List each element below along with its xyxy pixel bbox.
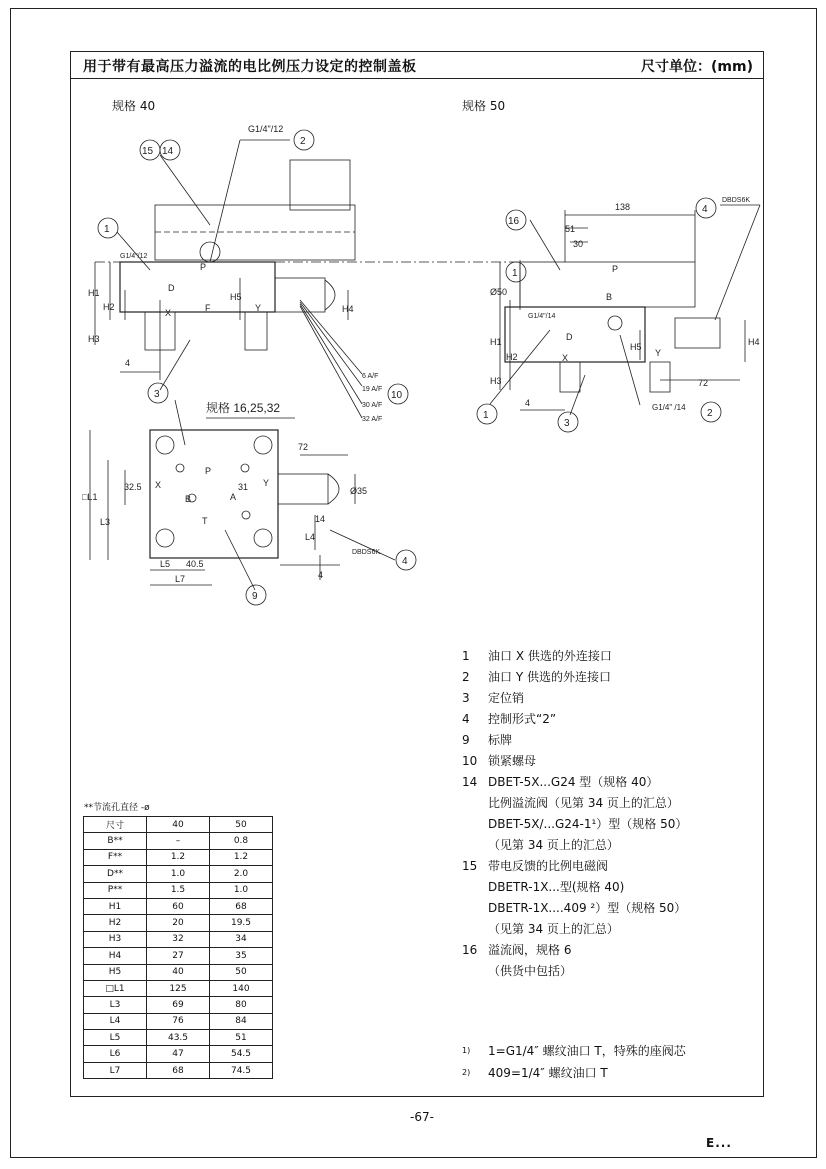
unit-label: 尺寸单位：(mm) [641,59,753,75]
dim-l5-plan: L5 [160,559,171,569]
bolt-hole-bl [156,529,174,547]
g-thread-v-40: G1/4"/12 [120,253,148,260]
plate-plan: DBDS6K [352,549,381,556]
size-40-label: 规格 40 [112,99,156,113]
port-a-plan: A [230,492,237,502]
port-p-40: P [200,262,207,272]
drawing-plan [82,400,395,590]
port-b-plan: B [185,494,192,504]
table-row: L6 47 54.5 [84,1046,273,1062]
dim-h5-50: H5 [630,342,642,352]
dim-l4-plan: L4 [305,532,316,542]
callout-14: 14 [162,146,174,157]
dim-72-plan: 72 [298,442,309,452]
table-row: L5 43.5 51 [84,1030,273,1046]
table-row: P** 1.5 1.0 [84,882,273,898]
bolt-hole-tl [156,436,174,454]
callout-9: 9 [252,591,258,602]
legend-row: 9 标牌 [462,733,513,747]
callout-1-b: 1 [512,268,518,279]
dim-h1-50: H1 [490,337,502,347]
drawing-size-40 [88,124,520,423]
callout-2-a: 2 [300,136,306,147]
legend-row: 14 DBET-5X...G24 型（规格 40） [462,775,659,789]
table-header-row: 尺寸 40 50 [84,817,273,833]
panel-title: 用于带有最高压力溢流的电比例压力设定的控制盖板 [83,59,417,75]
dim-h2-50: H2 [506,352,518,362]
g-thread-50: G1/4" /14 [652,403,686,412]
port-b-50: B [606,292,613,302]
dim-51-50: 51 [565,224,576,234]
dim-405-plan: 40.5 [186,559,204,569]
legend-row: DBETR-1X...型(规格 40) [488,880,625,894]
stub-50 [650,362,670,392]
table-row: H5 40 50 [84,964,273,980]
dimension-table [83,816,273,1079]
legend-row: DBET-5X/...G24-1¹）型（规格 50） [488,817,688,831]
port-y-50: Y [655,348,662,358]
port-p-plan: P [205,466,212,476]
legend-row: 3 定位销 [462,691,525,705]
dim-35-plan: Ø35 [350,486,368,496]
size-50-label: 规格 50 [462,99,506,113]
cover-plate-50 [505,307,645,362]
page-number: -67- [410,1110,434,1124]
footnote-row: 2) 409=1/4″ 螺纹油口 T [462,1066,608,1080]
adjuster-50 [675,318,720,348]
table-row: L4 76 84 [84,1013,273,1029]
callout-1-a: 1 [104,224,110,235]
dim-31-plan: 31 [238,482,249,492]
dim-h2-40: H2 [103,302,115,312]
table-row: D** 1.0 2.0 [84,866,273,882]
dim-14-plan: 14 [315,514,326,524]
footnotes [462,1040,686,1084]
table-row: H2 20 19.5 [84,915,273,931]
port-circle-50 [608,316,622,330]
legend-row: 比例溢流阀（见第 34 页上的汇总） [488,796,679,810]
bolt-hole-tr [254,436,272,454]
dim-h3-50: H3 [490,376,502,386]
af-32: 32 A/F [362,416,383,423]
port-x-50: X [562,353,569,363]
legend-row: DBETR-1X....409 ²）型（规格 50） [488,901,687,915]
dim-4-plan: 4 [318,570,324,580]
port-p-circle [176,464,184,472]
dim-72-50: 72 [698,378,709,388]
table-row: L7 68 74.5 [84,1062,273,1078]
table-row: H1 60 68 [84,898,273,914]
legend-row: （见第 34 页上的汇总） [488,838,619,852]
cover-plan [150,430,278,558]
callout-16: 16 [508,216,520,227]
port-y-plan: Y [263,478,270,488]
table-row: H4 27 35 [84,948,273,964]
table-row: □L1 125 140 [84,980,273,996]
parts-legend [462,646,762,982]
port-circle-40 [200,242,220,262]
af-19: 19 A/F [362,386,383,393]
solenoid-housing-40 [290,160,350,210]
table-row: B** – 0.8 [84,833,273,849]
dim-h4-40: H4 [342,304,354,314]
drawing-size-50 [490,197,760,415]
dim-d50: Ø50 [490,287,508,297]
adjuster-plan [278,474,328,504]
port-p-50: P [612,264,619,274]
af-6: 6 A/F [362,373,379,380]
legend-row: 4 控制形式“2” [462,712,557,726]
valve-body-40 [155,205,355,260]
dim-h1-40: H1 [88,288,100,298]
port-t-plan: T [202,516,208,526]
callout-4-a: 4 [702,204,708,215]
footnote-row: 1) 1=G1/4″ 螺纹油口 T，特殊的座阀芯 [462,1044,686,1058]
callout-10: 10 [391,390,403,401]
callout-4-b: 4 [402,556,408,567]
port-d-50: D [566,332,573,342]
dim-l7-plan: L7 [175,574,186,584]
dim-138-50: 138 [615,202,631,212]
af-30: 30 A/F [362,402,383,409]
table-row: L3 69 80 [84,997,273,1013]
callout-15: 15 [142,146,154,157]
table-row: H3 32 34 [84,931,273,947]
port-f-40: F [205,303,211,313]
legend-row: 10 锁紧螺母 [462,754,537,768]
callout-2-b: 2 [707,408,713,419]
dim-h4-50: H4 [748,337,760,347]
table-row: F** 1.2 1.2 [84,849,273,865]
port-x-40: X [165,308,172,318]
g-thread-v-50: G1/4"/14 [528,313,556,320]
adjuster-40 [275,278,325,312]
dim-h5-40: H5 [230,292,242,302]
bolt-hole-br [254,529,272,547]
legend-row: 16 溢流阀，规格 6 [462,943,572,957]
dim-l1-plan: □L1 [82,492,98,502]
legend-row: （供货中包括） [488,964,573,978]
dim-4-40: 4 [125,358,131,368]
orifice-caption: **节流孔直径 -ø [84,803,150,813]
port-d-40: D [168,283,175,293]
callout-1-c: 1 [483,410,489,421]
pin-50 [560,362,580,392]
dim-l3-plan: L3 [100,517,111,527]
cover-plate-40 [120,262,275,312]
g-thread-40: G1/4"/12 [248,124,284,134]
port-y-40: Y [255,303,262,313]
plate-50: DBDS6K [722,197,751,204]
legend-row: 2 油口 Y 供选的外连接口 [462,670,611,684]
corner-mark: E... [706,1136,732,1150]
size-16-25-32-label: 规格 16,25,32 [206,401,281,415]
dim-325-plan: 32.5 [124,482,142,492]
dim-h3-40: H3 [88,334,100,344]
callout-3-b: 3 [564,418,570,429]
callout-3-a: 3 [154,389,160,400]
dim-30-50: 30 [573,239,584,249]
legend-row: （见第 34 页上的汇总） [488,922,619,936]
legend-row: 1 油口 X 供选的外连接口 [462,649,612,663]
port-x-plan: X [155,480,162,490]
stub-40 [245,312,267,350]
dim-4-50: 4 [525,398,531,408]
legend-row: 15 带电反馈的比例电磁阀 [462,859,609,873]
